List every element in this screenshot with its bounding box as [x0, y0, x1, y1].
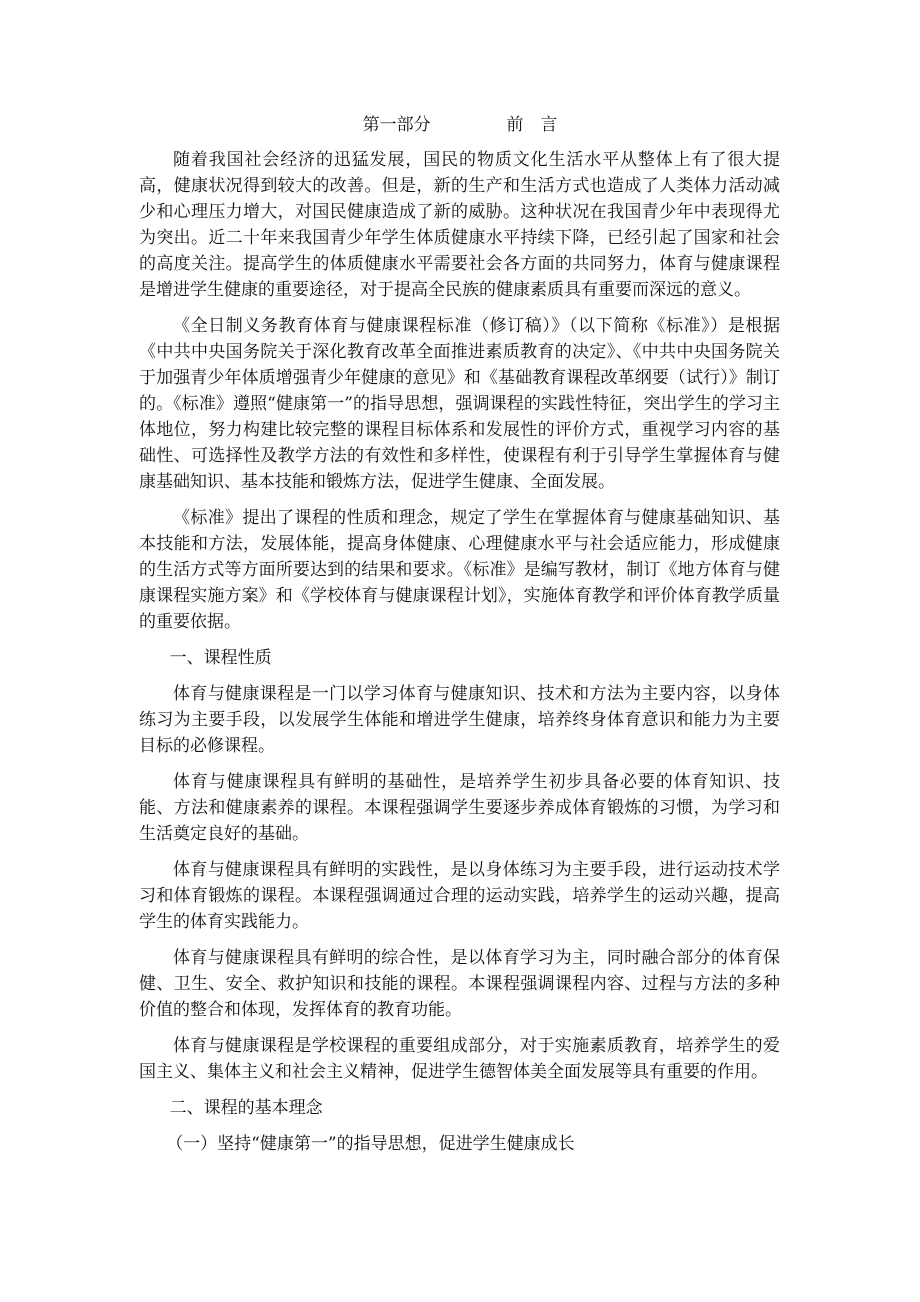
nature-paragraph-1: 体育与健康课程是一门以学习体育与健康知识、技术和方法为主要内容，以身体练习为主要手段，以发展学生体能和增进学生健康，培养终身体育意识和能力为主要目标的必修课程。	[139, 684, 780, 756]
nature-paragraph-2: 体育与健康课程具有鲜明的基础性，是培养学生初步具备必要的体育知识、技能、方法和健康素养的课程。本课程强调学生要逐步养成体育锻炼的习惯，为学习和生活奠定良好的基础。	[139, 772, 780, 844]
section-heading-philosophy: 二、课程的基本理念	[169, 1098, 323, 1118]
heading-part: 第一部分	[362, 115, 431, 135]
intro-paragraph-3: 《标准》提出了课程的性质和理念，规定了学生在掌握体育与健康基础知识、基本技能和方法，发展体能，提高身体健康、心理健康水平与社会适应能力，形成健康的生活方式等方面所要达到的结果和要求。《标准》是编写教材，制订《地方体育与健康课程实施方案》和《学校体育与健康课程计划》，实施体育教学和评价体育教学质量的重要依据。	[139, 508, 780, 632]
document-body	[139, 147, 780, 1167]
heading-gap	[431, 115, 507, 135]
intro-paragraph-1: 随着我国社会经济的迅猛发展，国民的物质文化生活水平从整体上有了很大提高，健康状况得到较大的改善。但是，新的生产和生活方式也造成了人类体力活动减少和心理压力增大，对国民健康造成了新的威胁。这种状况在我国青少年中表现得尤为突出。近二十年来我国青少年学生体质健康水平持续下降，已经引起了国家和社会的高度关注。提高学生的体质健康水平需要社会各方面的共同努力，体育与健康课程是增进学生健康的重要途径，对于提高全民族的健康素质具有重要而深远的意义。	[139, 150, 780, 300]
heading-title: 前 言	[506, 115, 558, 135]
nature-paragraph-5: 体育与健康课程是学校课程的重要组成部分，对于实施素质教育，培养学生的爱国主义、集体主义和社会主义精神，促进学生德智体美全面发展等具有重要的作用。	[139, 1036, 780, 1082]
page-heading	[0, 114, 920, 136]
section-heading-nature: 一、课程性质	[169, 648, 272, 668]
subsection-heading-health-first: （一）坚持“健康第一”的指导思想，促进学生健康成长	[166, 1134, 575, 1154]
intro-paragraph-2: 《全日制义务教育体育与健康课程标准（修订稿）》（以下简称《标准》）是根据《中共中央国务院关于深化教育改革全面推进素质教育的决定》、《中共中央国务院关于加强青少年体质增强青少年健康的意见》和《基础教育课程改革纲要（试行）》制订的。《标准》遵照“健康第一”的指导思想，强调课程的实践性特征，突出学生的学习主体地位，努力构建比较完整的课程目标体系和发展性的评价方式，重视学习内容的基础性、可选择性及教学方法的有效性和多样性，使课程有利于引导学生掌握体育与健康基础知识、基本技能和锻炼方法，促进学生健康、全面发展。	[139, 316, 780, 492]
nature-paragraph-3: 体育与健康课程具有鲜明的实践性，是以身体练习为主要手段，进行运动技术学习和体育锻炼的课程。本课程强调通过合理的运动实践，培养学生的运动兴趣，提高学生的体育实践能力。	[139, 860, 780, 932]
nature-paragraph-4: 体育与健康课程具有鲜明的综合性，是以体育学习为主，同时融合部分的体育保健、卫生、安全、救护知识和技能的课程。本课程强调课程内容、过程与方法的多种价值的整合和体现，发挥体育的教育功能。	[139, 948, 780, 1020]
